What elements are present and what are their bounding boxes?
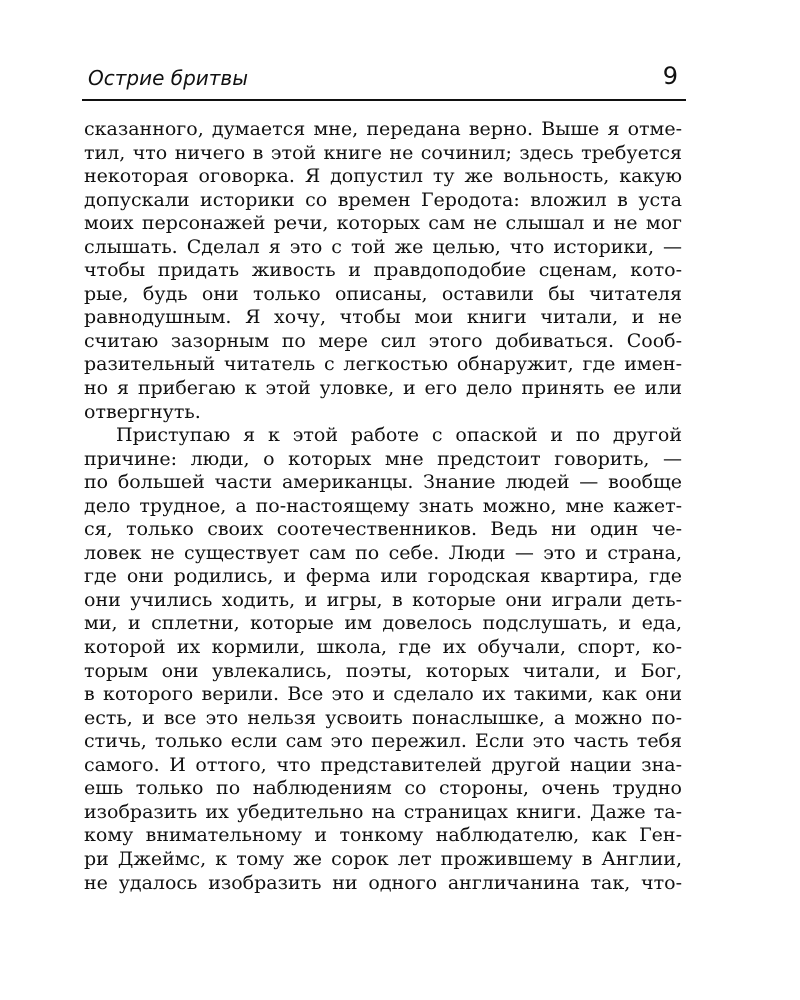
text-line: моих персонажей речи, которых сам не слышал и не мог xyxy=(84,212,682,235)
text-line: стичь, только если сам это пережил. Если это часть тебя xyxy=(84,730,682,753)
text-line: изобразить их убедительно на страницах книги. Даже та- xyxy=(84,800,682,823)
paragraph-start-line: Приступаю я к этой работе с опаской и по другой xyxy=(116,424,682,447)
text-line: ми, и сплетни, которые им довелось подслушать, и еда, xyxy=(84,612,682,635)
text-line: сказанного, думается мне, передана верно. Выше я отме- xyxy=(84,118,682,140)
running-title: Острие бритвы xyxy=(88,66,248,90)
text-line: ри Джеймс, к тому же сорок лет прожившему в Англии, xyxy=(84,847,682,870)
running-header xyxy=(88,62,682,94)
text-line: ешь только по наблюдениям со стороны, очень трудно xyxy=(84,777,682,800)
text-line: по большей части американцы. Знание людей — вообще xyxy=(84,471,682,494)
text-line: рые, будь они только описаны, оставили бы читателя xyxy=(84,282,682,305)
text-line: чтобы придать живость и правдоподобие сценам, кото- xyxy=(84,259,682,282)
text-line: в которого верили. Все это и сделало их такими, как они xyxy=(84,683,682,706)
text-line: самого. И оттого, что представителей другой нации зна- xyxy=(84,753,682,776)
text-line: слышать. Сделал я это с той же целью, что историки, — xyxy=(84,235,682,258)
text-line: ловек не существует сам по себе. Люди — это и страна, xyxy=(84,541,682,564)
text-line: где они родились, и ферма или городская квартира, где xyxy=(84,565,682,588)
text-line: не удалось изобразить ни одного англичанина так, что- xyxy=(84,871,682,894)
text-line: дело трудное, а по-настоящему знать можно, мне кажет- xyxy=(84,494,682,517)
paragraph-end-line: отвергнуть. xyxy=(84,400,201,423)
text-line: кому внимательному и тонкому наблюдателю, как Ген- xyxy=(84,824,682,847)
text-line: некоторая оговорка. Я допустил ту же вольность, какую xyxy=(84,165,682,188)
text-line: считаю зазорным по мере сил этого добиваться. Сооб- xyxy=(84,329,682,352)
header-rule xyxy=(82,99,686,101)
text-line: есть, и все это нельзя усвоить понаслышке, а можно по- xyxy=(84,706,682,729)
text-line: причине: люди, о которых мне предстоит говорить, — xyxy=(84,447,682,470)
text-line: равнодушным. Я хочу, чтобы мои книги читали, и не xyxy=(84,306,682,329)
text-line: торым они увлекались, поэты, которых читали, и Бог, xyxy=(84,659,682,682)
text-line: они учились ходить, и игры, в которые они играли деть- xyxy=(84,588,682,611)
text-line: разительный читатель с легкостью обнаружит, где имен- xyxy=(84,353,682,376)
text-line: но я прибегаю к этой уловке, и его дело принять ее или xyxy=(84,377,682,400)
text-line: допускали историки со времен Геродота: вложил в уста xyxy=(84,188,682,211)
body-text xyxy=(84,118,682,895)
text-line: тил, что ничего в этой книге не сочинил; здесь требуется xyxy=(84,141,682,164)
text-line: ся, только своих соотечественников. Ведь ни один че- xyxy=(84,518,682,541)
text-line: которой их кормили, школа, где их обучали, спорт, ко- xyxy=(84,636,682,659)
page-number: 9 xyxy=(662,62,678,90)
